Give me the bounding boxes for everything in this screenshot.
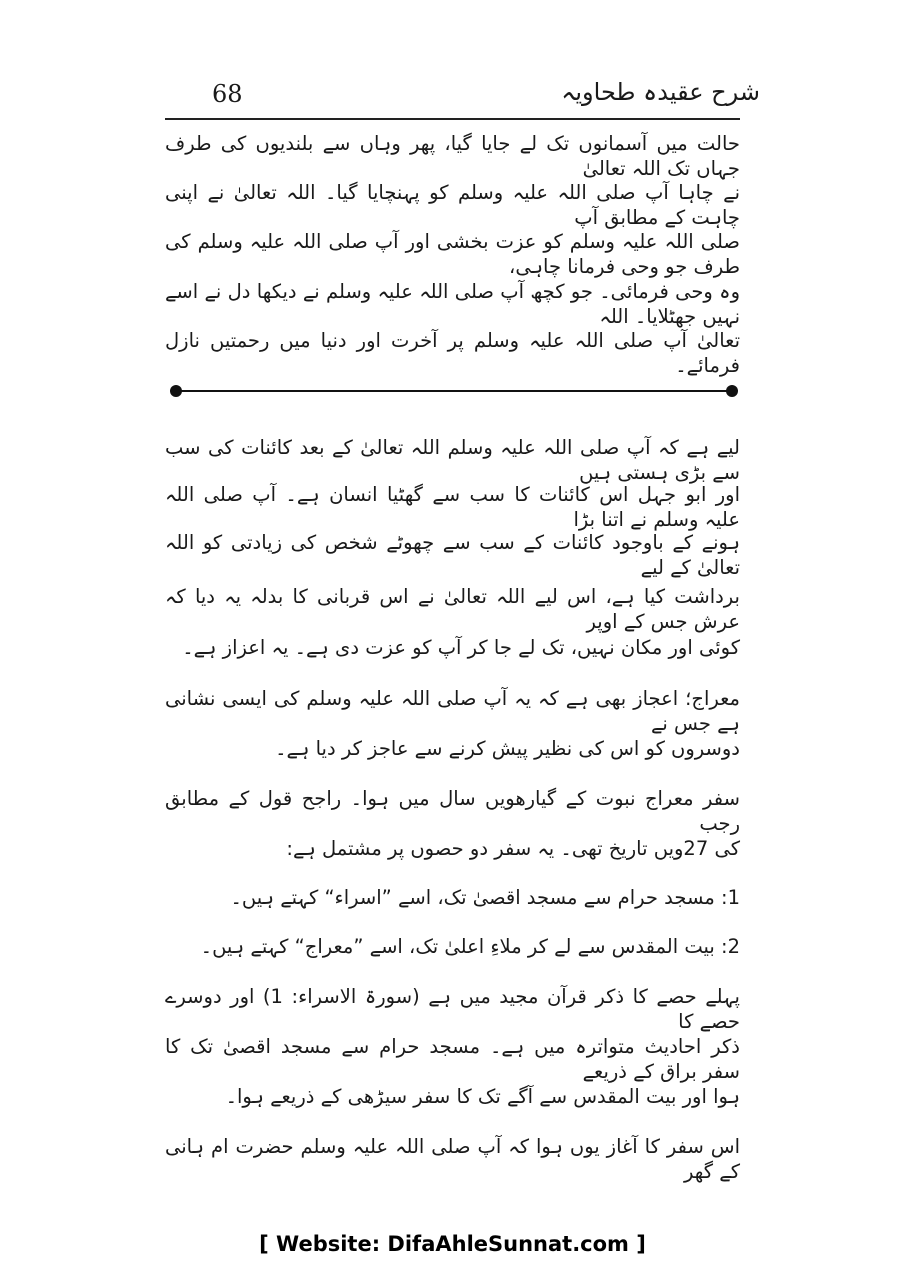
list-item-1: 1: مسجد حرام سے مسجد اقصیٰ تک، اسے ”اسراء“ کہتے ہیں۔	[230, 886, 740, 909]
text-line: اس سفر کا آغاز یوں ہوا کہ آپ صلی اللہ علیہ وسلم حضرت ام ہانی کے گھر	[165, 1135, 740, 1184]
text-line: تعالیٰ آپ صلی اللہ علیہ وسلم پر آخرت اور دنیا میں رحمتیں نازل فرمائے۔	[165, 329, 740, 378]
text-line: کی 27ویں تاریخ تھی۔ یہ سفر دو حصوں پر مشتمل ہے:	[286, 837, 740, 860]
divider-dot-right	[726, 385, 738, 397]
text-line: کوئی اور مکان نہیں، تک لے جا کر آپ کو عزت دی ہے۔ یہ اعزاز ہے۔	[182, 636, 740, 659]
text-line: نے چاہا آپ صلی اللہ علیہ وسلم کو پہنچایا گیا۔ اللہ تعالیٰ نے اپنی چاہت کے مطابق آپ	[165, 181, 740, 230]
text-line: برداشت کیا ہے، اس لیے اللہ تعالیٰ نے اس قربانی کا بدلہ یہ دیا کہ عرش جس کے اوپر	[165, 585, 740, 634]
text-line: ہونے کے باوجود کائنات کے سب سے چھوٹے شخص کی زیادتی کو اللہ تعالیٰ کے لیے	[165, 531, 740, 580]
text-line: ذکر احادیث متواترہ میں ہے۔ مسجد حرام سے مسجد اقصیٰ تک کا سفر براق کے ذریعے	[165, 1035, 740, 1084]
list-item-2: 2: بیت المقدس سے لے کر ملاءِ اعلیٰ تک، اسے ”معراج“ کہتے ہیں۔	[200, 935, 740, 958]
section-divider	[170, 385, 738, 397]
text-line: سفر معراج نبوت کے گیارھویں سال میں ہوا۔ راجح قول کے مطابق رجب	[165, 787, 740, 836]
website-footer: [ Website: DifaAhleSunnat.com ]	[259, 1232, 646, 1256]
text-line: اور ابو جہل اس کائنات کا سب سے گھٹیا انسان ہے۔ آپ صلی اللہ علیہ وسلم نے اتنا بڑا	[165, 483, 740, 532]
text-line: لیے ہے کہ آپ صلی اللہ علیہ وسلم اللہ تعالیٰ کے بعد کائنات کی سب سے بڑی ہستی ہیں	[165, 436, 740, 485]
header-rule	[165, 118, 740, 120]
text-line: معراج؛ اعجاز بھی ہے کہ یہ آپ صلی اللہ علیہ وسلم کی ایسی نشانی ہے جس نے	[165, 687, 740, 736]
text-line: دوسروں کو اس کی نظیر پیش کرنے سے عاجز کر دیا ہے۔	[275, 737, 740, 760]
page-number: 68	[212, 80, 243, 108]
text-line: حالت میں آسمانوں تک لے جایا گیا، پھر وہاں سے بلندیوں کی طرف جہاں تک اللہ تعالیٰ	[165, 132, 740, 181]
text-line: صلی اللہ علیہ وسلم کو عزت بخشی اور آپ صلی اللہ علیہ وسلم کی طرف جو وحی فرمانا چاہی،	[165, 230, 740, 279]
text-line: پہلے حصے کا ذکر قرآن مجید میں ہے (سورۃ الاسراء: 1) اور دوسرے حصے کا	[165, 985, 740, 1034]
text-line: ہوا اور بیت المقدس سے آگے تک کا سفر سیڑھی کے ذریعے ہوا۔	[225, 1085, 740, 1108]
divider-dot-left	[170, 385, 182, 397]
text-line: وہ وحی فرمائی۔ جو کچھ آپ صلی اللہ علیہ وسلم نے دیکھا دل نے اسے نہیں جھٹلایا۔ اللہ	[165, 280, 740, 329]
running-header-title: شرح عقیدہ طحاویہ	[561, 78, 760, 106]
